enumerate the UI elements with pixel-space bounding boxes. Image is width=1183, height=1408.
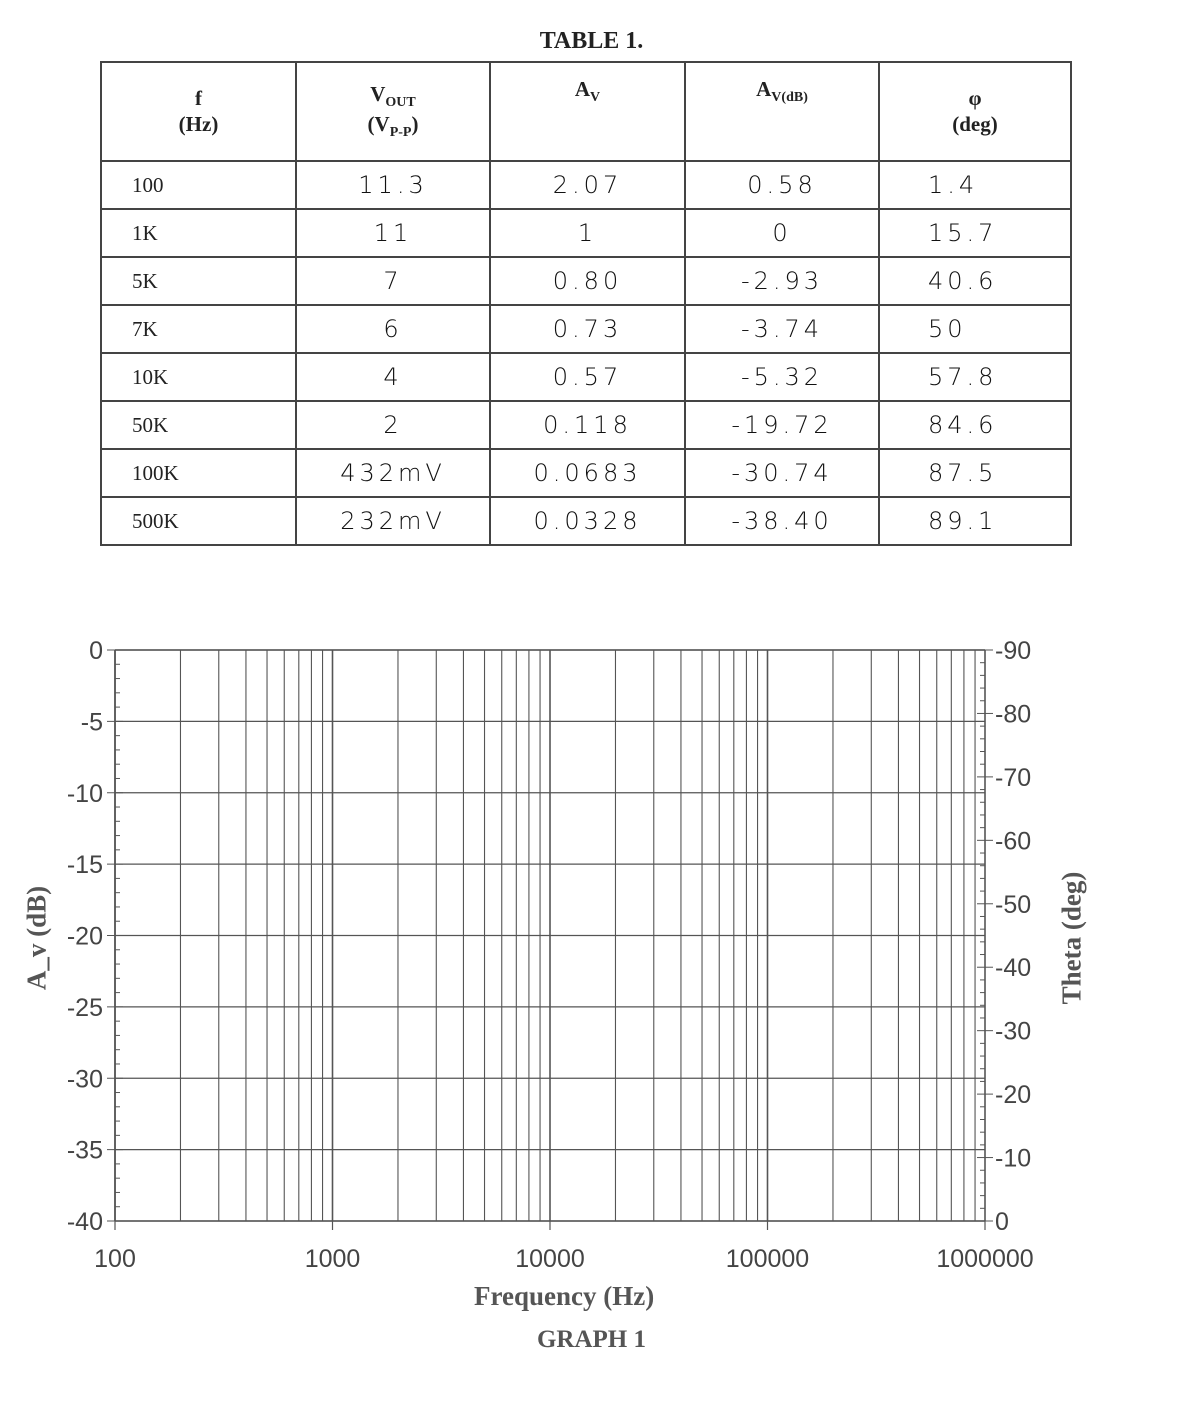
x-axis-tick-label: 10000 <box>515 1245 585 1273</box>
right-axis-tick-label: -90 <box>995 637 1032 665</box>
cell-phase: 57.8 <box>879 353 1071 401</box>
cell-av-db: 0 <box>685 209 879 257</box>
right-axis-tick-label: -20 <box>995 1081 1032 1110</box>
cell-av-db: -19.72 <box>685 401 879 449</box>
cell-av: 2.07 <box>490 161 685 209</box>
left-axis-tick-label: 0 <box>89 637 103 665</box>
cell-av: 1 <box>490 209 685 257</box>
cell-av: 0.80 <box>490 257 685 305</box>
x-axis-tick-label: 100000 <box>725 1245 810 1273</box>
cell-av: 0.0328 <box>490 497 685 545</box>
header-frequency: f (Hz) <box>101 62 296 161</box>
cell-vout: 7 <box>296 257 490 305</box>
x-axis-tick-label: 1000000 <box>936 1245 1034 1273</box>
cell-av-db: 0.58 <box>685 161 879 209</box>
header-av: $A_V$ <box>490 62 685 161</box>
cell-av-db: -5.32 <box>685 353 879 401</box>
y-axis-right-title: Theta (deg) <box>1056 871 1087 1005</box>
left-axis-tick-label: -25 <box>66 993 103 1022</box>
header-phase: φ (deg) <box>879 62 1071 161</box>
cell-av-db: -30.74 <box>685 449 879 497</box>
cell-av: 0.0683 <box>490 449 685 497</box>
left-axis-tick-label: -30 <box>66 1065 103 1094</box>
cell-frequency: 100 <box>101 161 296 209</box>
cell-phase: 87.5 <box>879 449 1071 497</box>
cell-phase: 50 <box>879 305 1071 353</box>
cell-vout: 232mV <box>296 497 490 545</box>
cell-av: 0.73 <box>490 305 685 353</box>
cell-av-db: -38.40 <box>685 497 879 545</box>
cell-phase: 84.6 <box>879 401 1071 449</box>
left-axis-tick-label: -35 <box>66 1136 103 1165</box>
plot-grid <box>115 650 985 1221</box>
header-av-db: $A_{V(dB)}$ <box>685 62 879 161</box>
cell-frequency: 50K <box>101 401 296 449</box>
left-axis-tick-label: -5 <box>80 708 103 737</box>
right-axis-tick-label: -60 <box>995 827 1032 856</box>
table-title: TABLE 1. <box>539 28 644 54</box>
left-axis-tick-label: -15 <box>66 851 103 880</box>
x-axis-tick-label: 100 <box>94 1245 136 1273</box>
x-axis-title: Frequency (Hz) <box>474 1281 655 1311</box>
right-axis-tick-label: -80 <box>995 700 1032 729</box>
graph-caption: GRAPH 1 <box>536 1326 647 1353</box>
cell-frequency: 7K <box>101 305 296 353</box>
cell-vout: 432mV <box>296 449 490 497</box>
cell-av: 0.118 <box>490 401 685 449</box>
cell-av-db: -2.93 <box>685 257 879 305</box>
right-axis-tick-label: 0 <box>995 1208 1009 1236</box>
cell-frequency: 500K <box>101 497 296 545</box>
right-axis-tick-label: -10 <box>995 1144 1032 1173</box>
right-axis-tick-label: -50 <box>995 890 1032 919</box>
cell-vout: 11.3 <box>296 161 490 209</box>
left-axis-tick-label: -10 <box>66 779 103 808</box>
cell-phase: 40.6 <box>879 257 1071 305</box>
y-axis-left-title: A_v (dB) <box>21 885 52 991</box>
right-axis-tick-label: -30 <box>995 1017 1032 1046</box>
cell-vout: 4 <box>296 353 490 401</box>
left-axis-tick-label: -40 <box>66 1208 103 1236</box>
cell-phase: 1.4 <box>879 161 1071 209</box>
cell-frequency: 10K <box>101 353 296 401</box>
cell-vout: 2 <box>296 401 490 449</box>
right-axis-tick-label: -40 <box>995 954 1032 983</box>
cell-vout: 6 <box>296 305 490 353</box>
cell-frequency: 5K <box>101 257 296 305</box>
header-vout: $V_{OUT}$ $(V_{P-P})$ <box>296 62 490 161</box>
cell-av-db: -3.74 <box>685 305 879 353</box>
cell-frequency: 1K <box>101 209 296 257</box>
cell-frequency: 100K <box>101 449 296 497</box>
cell-phase: 15.7 <box>879 209 1071 257</box>
right-axis-tick-label: -70 <box>995 763 1032 792</box>
cell-phase: 89.1 <box>879 497 1071 545</box>
cell-av: 0.57 <box>490 353 685 401</box>
cell-vout: 11 <box>296 209 490 257</box>
left-axis-tick-label: -20 <box>66 922 103 951</box>
x-axis-tick-label: 1000 <box>304 1245 361 1273</box>
